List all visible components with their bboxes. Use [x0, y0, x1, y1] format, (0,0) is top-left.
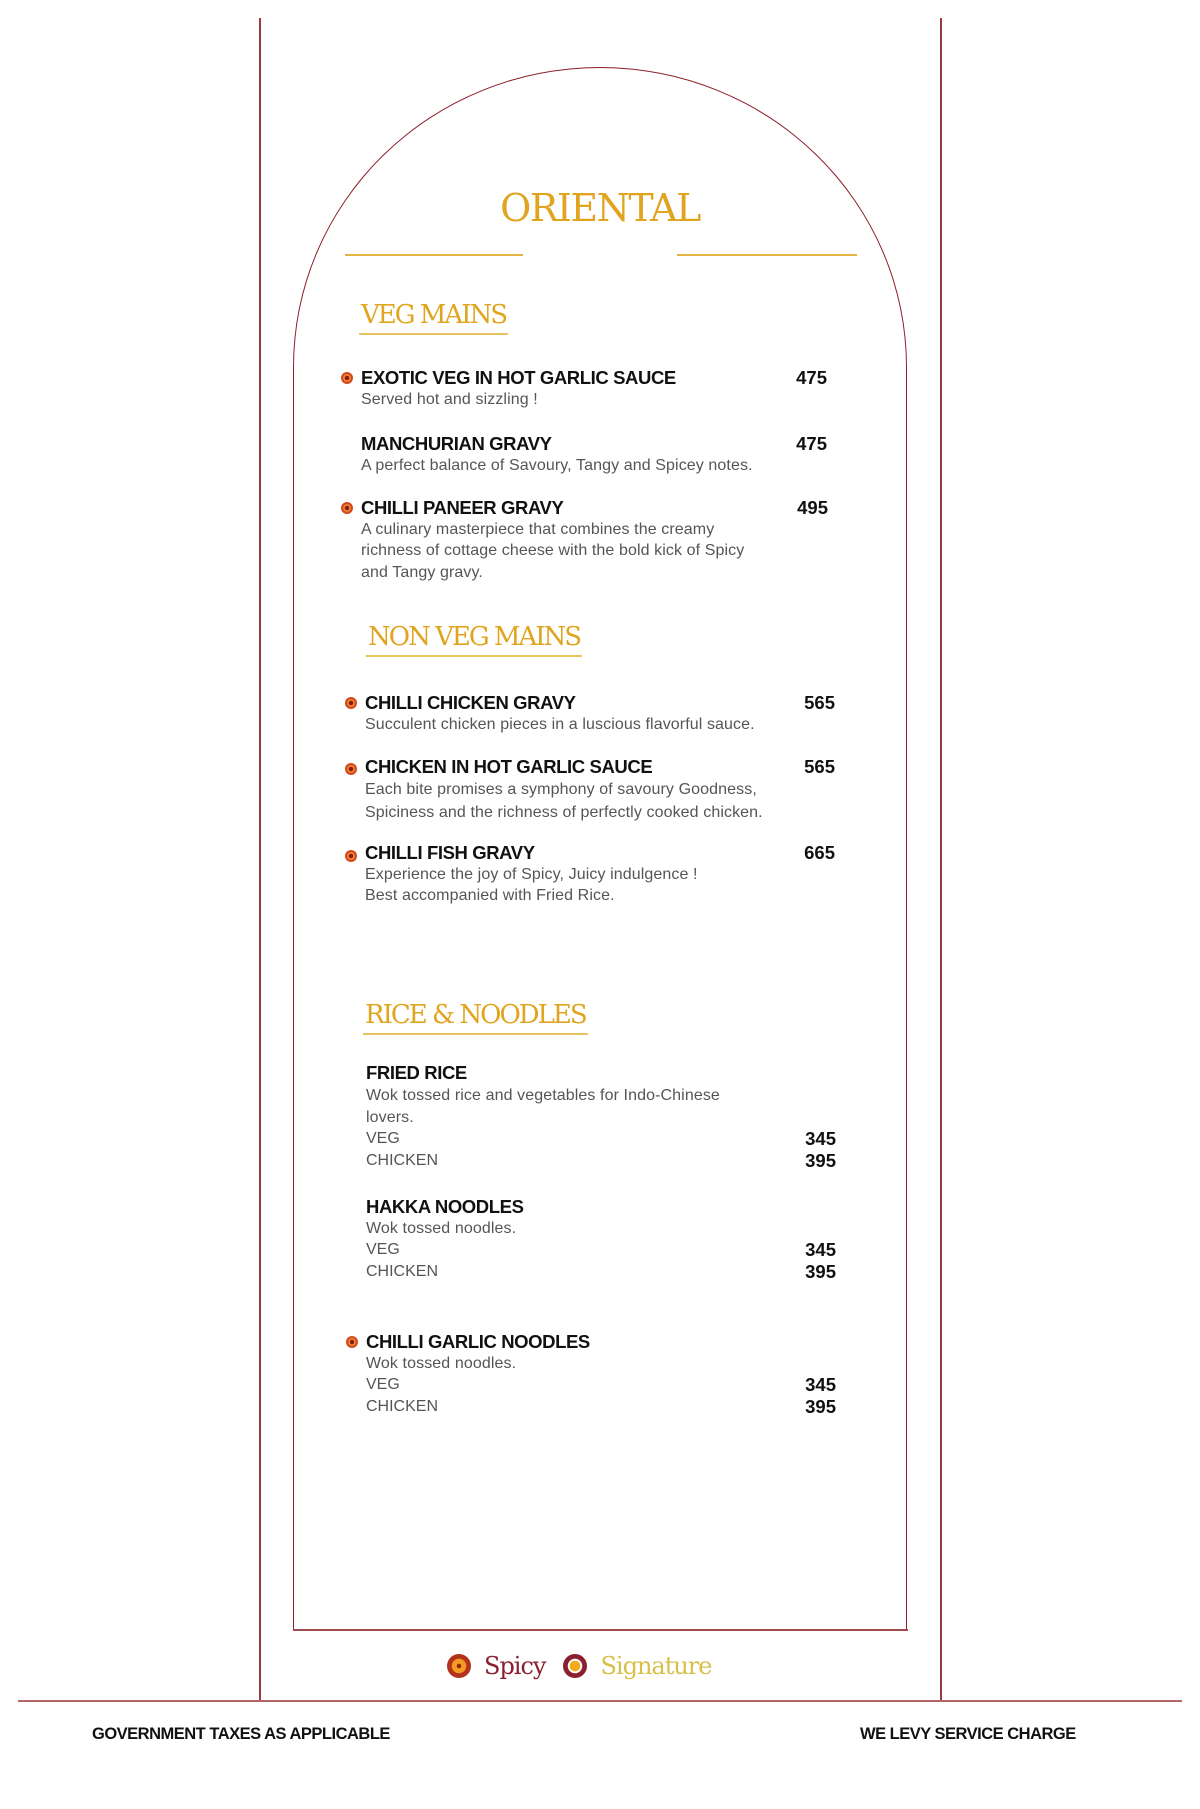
legend: [447, 1650, 712, 1682]
variant-row: [366, 1150, 836, 1172]
item-price: 565: [804, 756, 835, 777]
menu-item: [366, 1331, 836, 1418]
item-description: richness of cottage cheese with the bold kick of Spicy: [361, 542, 745, 559]
page-title: ORIENTAL: [500, 186, 700, 230]
item-description: lovers.: [366, 1109, 414, 1126]
item-name: MANCHURIAN GRAVY: [361, 433, 552, 454]
item-name: CHILLI CHICKEN GRAVY: [365, 692, 576, 713]
item-description: Wok tossed rice and vegetables for Indo-Chinese: [366, 1087, 720, 1104]
frame-bottom-line: [18, 1700, 1182, 1702]
spicy-icon: [345, 763, 357, 775]
arch-bottom-edge: [293, 1629, 908, 1631]
item-name: FRIED RICE: [366, 1062, 467, 1083]
spicy-icon: [345, 697, 357, 709]
menu-item: [361, 433, 831, 476]
item-description: Each bite promises a symphony of savoury Goodness,: [365, 781, 757, 798]
item-name: CHILLI PANEER GRAVY: [361, 497, 564, 518]
item-description: A culinary masterpiece that combines the creamy: [361, 521, 715, 538]
menu-item: [361, 497, 831, 585]
variant-price: 345: [805, 1239, 836, 1260]
item-description: Best accompanied with Fried Rice.: [365, 887, 615, 904]
menu-item: [366, 1196, 836, 1283]
title-rule-left: [345, 254, 523, 256]
item-price: 565: [804, 692, 835, 713]
item-price: 475: [796, 367, 827, 388]
footer-taxes-note: GOVERNMENT TAXES AS APPLICABLE: [92, 1725, 390, 1743]
variant-price: 345: [805, 1128, 836, 1149]
item-price: 475: [796, 433, 827, 454]
item-description: Experience the joy of Spicy, Juicy indulgence !: [365, 866, 698, 883]
item-name: EXOTIC VEG IN HOT GARLIC SAUCE: [361, 367, 676, 388]
section-heading-veg-mains: VEG MAINS: [359, 300, 508, 335]
spicy-icon: [341, 502, 353, 514]
menu-item: [365, 692, 835, 735]
menu-item: [365, 756, 835, 824]
menu-item: [366, 1062, 836, 1172]
variant-price: 345: [805, 1374, 836, 1395]
spicy-icon: [447, 1654, 471, 1678]
footer-service-charge-note: WE LEVY SERVICE CHARGE: [860, 1725, 1076, 1743]
variant-price: 395: [805, 1396, 836, 1417]
variant-label: VEG: [366, 1130, 400, 1147]
legend-signature-label: Signature: [600, 1652, 712, 1680]
variant-label: CHICKEN: [366, 1398, 439, 1415]
section-heading-rice-noodles: RICE & NOODLES: [363, 1000, 588, 1035]
variant-row: [366, 1396, 836, 1418]
item-description: Succulent chicken pieces in a luscious flavorful sauce.: [365, 716, 755, 733]
spicy-icon: [341, 372, 353, 384]
item-name: CHILLI FISH GRAVY: [365, 842, 535, 863]
variant-price: 395: [805, 1150, 836, 1171]
item-price: 665: [804, 842, 835, 863]
item-price: 495: [797, 497, 828, 518]
item-description: A perfect balance of Savoury, Tangy and Spicey notes.: [361, 457, 753, 474]
item-name: CHICKEN IN HOT GARLIC SAUCE: [365, 756, 653, 777]
section-heading-non-veg-mains: NON VEG MAINS: [366, 622, 582, 657]
menu-item: [361, 367, 831, 410]
item-name: CHILLI GARLIC NOODLES: [366, 1331, 590, 1352]
title-rule-right: [677, 254, 857, 256]
item-description: Wok tossed noodles.: [366, 1220, 517, 1237]
variant-row: [366, 1374, 836, 1396]
spicy-icon: [346, 1336, 358, 1348]
variant-price: 395: [805, 1261, 836, 1282]
legend-spicy-label: Spicy: [484, 1652, 546, 1680]
variant-label: VEG: [366, 1241, 400, 1258]
item-name: HAKKA NOODLES: [366, 1196, 524, 1217]
menu-item: [365, 842, 835, 906]
variant-label: CHICKEN: [366, 1263, 439, 1280]
item-description: Wok tossed noodles.: [366, 1355, 517, 1372]
item-description: and Tangy gravy.: [361, 564, 483, 581]
item-description: Spiciness and the richness of perfectly cooked chicken.: [365, 804, 763, 821]
variant-label: CHICKEN: [366, 1152, 439, 1169]
frame-left-line: [259, 18, 261, 1701]
variant-row: [366, 1261, 836, 1283]
spicy-icon: [345, 850, 357, 862]
item-description: Served hot and sizzling !: [361, 391, 538, 408]
variant-row: [366, 1128, 836, 1150]
signature-icon: [563, 1654, 587, 1678]
variant-row: [366, 1239, 836, 1261]
frame-right-line: [940, 18, 942, 1701]
variant-label: VEG: [366, 1376, 400, 1393]
